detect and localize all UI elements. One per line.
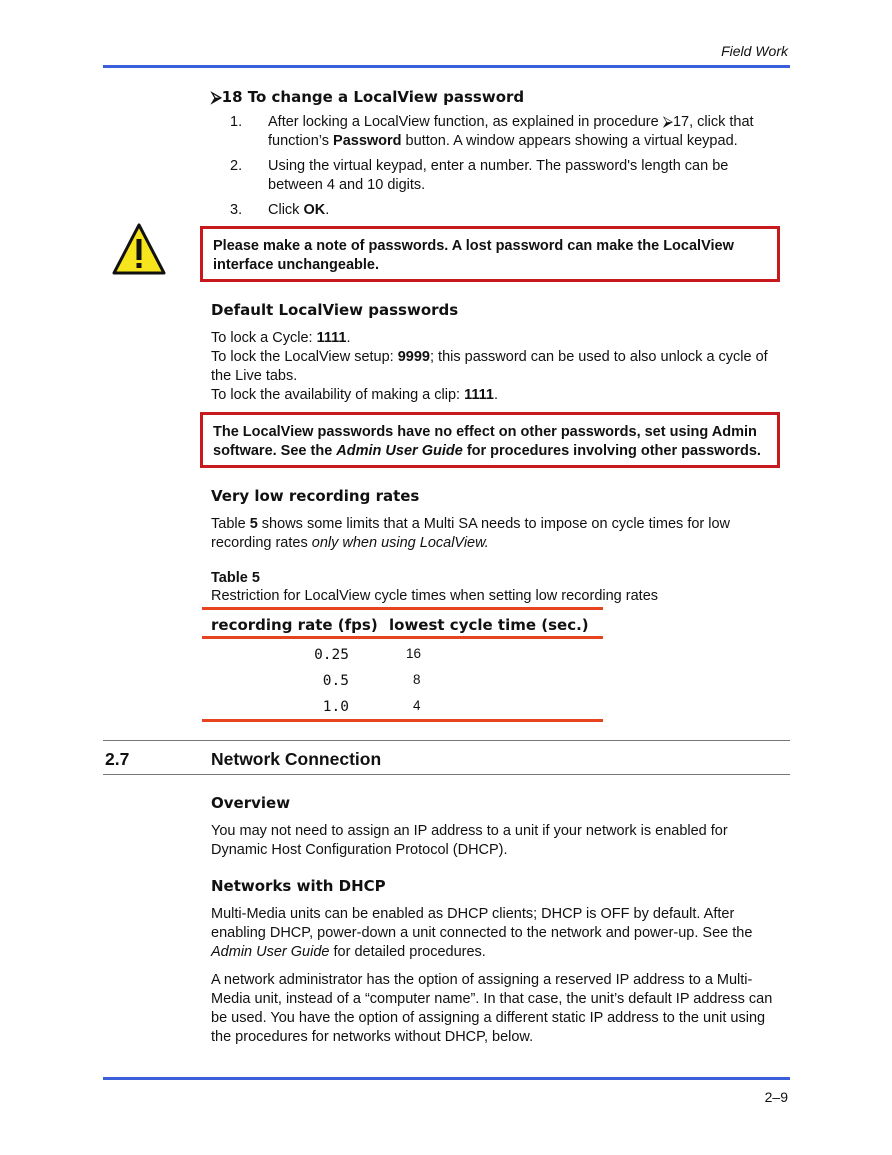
warning-box: Please make a note of passwords. A lost password can make the LocalView interface unchangeable. <box>200 226 780 282</box>
footer-rule <box>103 1077 790 1080</box>
step-text-part: button. A window appears showing a virtual keypad. <box>401 133 738 149</box>
section-title: Network Connection <box>211 749 382 769</box>
step-number: 3. <box>230 202 243 218</box>
running-header: Field Work <box>721 43 788 59</box>
table-top-rule <box>202 607 603 610</box>
para-emphasis: only when using LocalView. <box>311 535 489 551</box>
table-header-time: lowest cycle time (sec.) <box>389 616 589 634</box>
step-text <box>268 201 768 220</box>
step-number: 2. <box>230 158 243 174</box>
line-text: . <box>346 330 351 346</box>
default-clip-line <box>211 386 786 405</box>
dhcp-paragraph-1 <box>211 905 786 962</box>
step-2 <box>230 157 770 195</box>
defaults-text <box>211 329 786 405</box>
step-text-part: Click <box>268 202 304 218</box>
table-cell-rate: 0.25 <box>314 647 349 663</box>
para-text: Multi-Media units can be enabled as DHCP clients; DHCP is OFF by default. After enabling DHCP, power-down a unit connected to the network and power-up. See the <box>211 906 753 941</box>
table-header-rule <box>202 636 603 639</box>
line-text: To lock a Cycle: <box>211 330 317 346</box>
table-ref: 5 <box>249 516 258 532</box>
table-cell-time: 4 <box>413 698 421 713</box>
step-text-part: . <box>325 202 330 218</box>
line-text: ; this password can be used to also unlock a cycle of the Live tabs. <box>211 349 768 384</box>
line-text: To lock the availability of making a clip: <box>211 387 465 403</box>
dhcp-heading: Networks with DHCP <box>211 877 386 895</box>
para-text: Table <box>211 516 250 532</box>
password-value: 1111 <box>316 330 347 346</box>
password-button-ref: Password <box>333 133 402 149</box>
lowrates-heading: Very low recording rates <box>211 487 420 505</box>
header-rule <box>103 65 790 68</box>
note-text: for procedures involving other passwords. <box>462 443 761 459</box>
step-number: 1. <box>230 114 243 130</box>
lowrates-text <box>211 515 786 553</box>
admin-guide-ref: Admin User Guide <box>211 944 330 960</box>
page-number: 2–9 <box>764 1089 788 1105</box>
section-top-rule <box>103 740 790 741</box>
step-text-part: After locking a LocalView function, as explained in procedure ⮚17, click that function’s <box>268 114 754 149</box>
table-header-rate: recording rate (fps) <box>211 616 378 634</box>
warning-triangle-icon <box>112 222 166 281</box>
table-cell-rate: 0.5 <box>322 673 349 689</box>
note-box <box>200 412 780 468</box>
dhcp-paragraph-2: A network administrator has the option of assigning a reserved IP address to a Multi-Media unit, instead of a “computer name”. In that case, the unit’s default IP address can be used. You have the option of assigning a different static IP address to the unit using the procedures for networks without DHCP, below. <box>211 972 773 1045</box>
overview-text: You may not need to assign an IP address to a unit if your network is enabled for Dynamic Host Configuration Protocol (DHCP). <box>211 823 728 858</box>
password-value: 1111 <box>464 387 494 403</box>
line-text: To lock the LocalView setup: <box>211 349 398 365</box>
note-text: The LocalView passwords have no effect on other passwords, set using Admin software. See the <box>213 424 757 459</box>
table-bottom-rule <box>202 719 603 722</box>
overview-heading: Overview <box>211 794 291 812</box>
procedure-title: ⮚18 To change a LocalView password <box>211 88 525 106</box>
table-caption: Restriction for LocalView cycle times when setting low recording rates <box>211 588 659 604</box>
defaults-heading: Default LocalView passwords <box>211 301 459 319</box>
section-bottom-rule <box>103 774 790 775</box>
line-text: . <box>493 387 498 403</box>
table-cell-time: 16 <box>406 646 422 661</box>
step-text <box>268 113 768 151</box>
para-text: shows some limits that a Multi SA needs to impose on cycle times for low recording rates <box>211 516 731 551</box>
para-text: for detailed procedures. <box>329 944 486 960</box>
default-cycle-line <box>211 329 786 348</box>
table-label: Table 5 <box>211 570 260 586</box>
admin-guide-ref: Admin User Guide <box>336 443 463 459</box>
table-cell-rate: 1.0 <box>322 699 349 715</box>
table-cell-time: 8 <box>413 672 421 687</box>
step-text: Using the virtual keypad, enter a number. The password's length can be between 4 and 10 digits. <box>268 158 729 193</box>
password-value: 9999 <box>397 349 430 365</box>
default-setup-line <box>211 348 786 386</box>
section-number: 2.7 <box>105 749 130 769</box>
step-1 <box>230 113 770 151</box>
ok-button-ref: OK <box>303 202 326 218</box>
step-3 <box>230 201 770 221</box>
